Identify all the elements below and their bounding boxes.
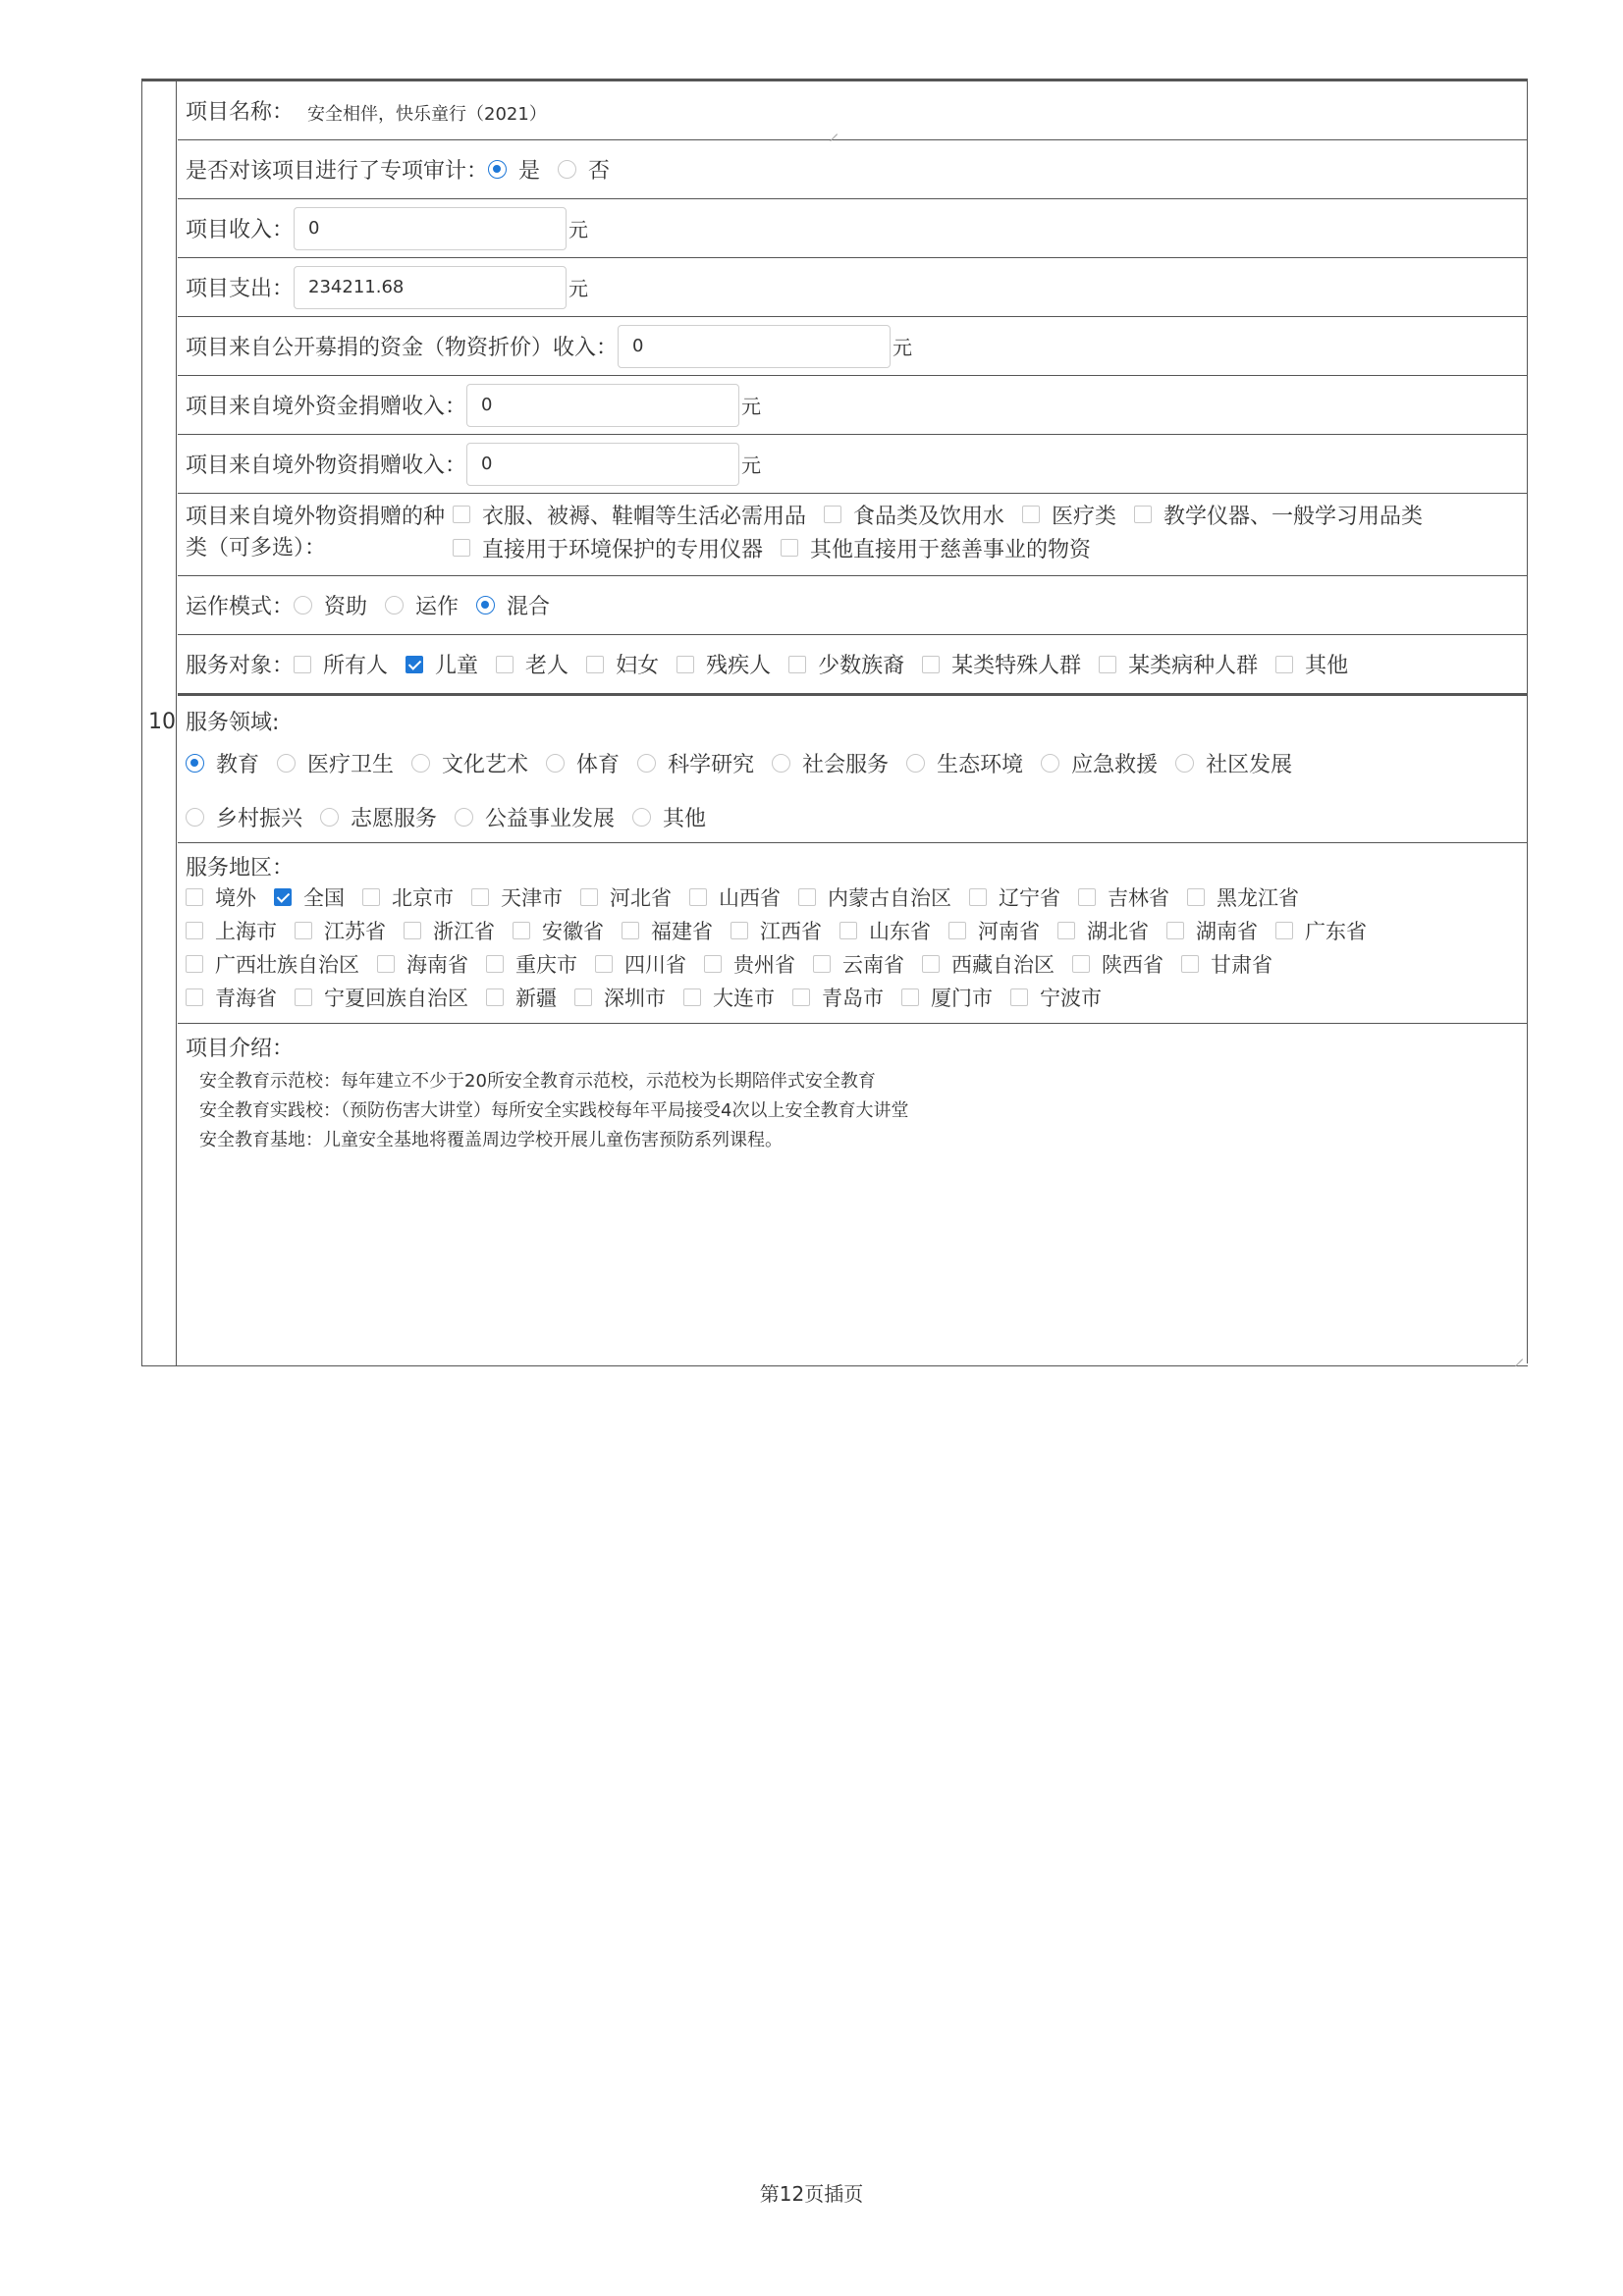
checkbox-icon[interactable]	[496, 656, 514, 673]
audit-option-yes[interactable]: 是	[488, 154, 540, 185]
region-option[interactable]: 湖南省	[1166, 916, 1258, 945]
checkbox-icon[interactable]	[186, 922, 203, 939]
checkbox-icon[interactable]	[788, 656, 806, 673]
checkbox-icon[interactable]	[839, 922, 857, 939]
checkbox-icon[interactable]	[1181, 955, 1199, 973]
checkbox-icon[interactable]	[595, 955, 613, 973]
overseas-material-input[interactable]: 0	[466, 443, 739, 486]
checkbox-icon[interactable]	[362, 888, 380, 906]
overseas-fund-unit: 元	[741, 395, 762, 418]
material-option[interactable]: 衣服、被褥、鞋帽等生活必需用品	[453, 500, 806, 530]
region-option[interactable]: 宁波市	[1010, 983, 1102, 1012]
fields-label: 服务领域:	[186, 711, 280, 735]
checkbox-icon[interactable]	[683, 988, 701, 1006]
region-option[interactable]: 新疆	[486, 983, 557, 1012]
project-name-row	[178, 81, 1528, 140]
overseas-fund-input[interactable]: 0	[466, 384, 739, 427]
region-option[interactable]: 江西省	[730, 916, 822, 945]
region-option[interactable]: 甘肃省	[1181, 949, 1272, 979]
region-option[interactable]: 上海市	[186, 916, 277, 945]
radio-icon[interactable]	[558, 160, 576, 179]
checkbox-icon[interactable]	[689, 888, 707, 906]
overseas-material-unit: 元	[741, 454, 762, 477]
overseas-material-row	[178, 435, 1528, 494]
target-option[interactable]: 所有人	[294, 649, 388, 679]
checkbox-icon[interactable]	[1072, 955, 1090, 973]
checkbox-icon[interactable]	[1134, 506, 1152, 523]
radio-icon[interactable]	[1041, 754, 1059, 773]
checkbox-icon[interactable]	[704, 955, 722, 973]
project-name-label: 项目名称：	[186, 100, 295, 125]
checkbox-icon[interactable]	[186, 955, 203, 973]
region-option[interactable]: 江苏省	[295, 916, 386, 945]
checkbox-icon[interactable]	[1275, 656, 1293, 673]
region-option[interactable]: 西藏自治区	[922, 949, 1055, 979]
targets-row	[178, 635, 1528, 696]
region-option[interactable]: 青海省	[186, 983, 277, 1012]
material-types-row	[178, 494, 1528, 576]
mode-option[interactable]: 混合	[476, 590, 550, 620]
radio-icon[interactable]	[455, 808, 473, 827]
radio-icon[interactable]	[772, 754, 790, 773]
region-option[interactable]: 广东省	[1275, 916, 1367, 945]
public-fund-input[interactable]: 0	[618, 325, 891, 368]
region-option[interactable]: 山东省	[839, 916, 931, 945]
region-option[interactable]: 河北省	[580, 882, 672, 912]
page-footer: 第12页插页	[759, 2182, 864, 2206]
radio-icon[interactable]	[411, 754, 430, 773]
field-option[interactable]: 教育	[186, 748, 259, 778]
field-option[interactable]: 生态环境	[906, 748, 1023, 778]
target-option[interactable]: 妇女	[586, 649, 659, 679]
regions-row	[178, 843, 1528, 1024]
income-unit: 元	[568, 218, 589, 241]
region-option[interactable]: 广西壮族自治区	[186, 949, 359, 979]
radio-icon[interactable]	[632, 808, 651, 827]
field-option[interactable]: 志愿服务	[320, 802, 437, 832]
income-label: 项目收入：	[186, 218, 295, 242]
region-option[interactable]: 大连市	[683, 983, 775, 1012]
checkbox-icon[interactable]	[798, 888, 816, 906]
project-name-field[interactable]: 安全相伴，快乐童行（2021）	[307, 103, 547, 125]
income-row	[178, 199, 1528, 258]
radio-checked-icon[interactable]	[488, 160, 507, 179]
checkbox-icon[interactable]	[574, 988, 592, 1006]
checkbox-icon[interactable]	[377, 955, 395, 973]
target-option[interactable]: 少数族裔	[788, 649, 904, 679]
field-option[interactable]: 医疗卫生	[277, 748, 394, 778]
checkbox-icon[interactable]	[294, 656, 311, 673]
radio-icon[interactable]	[277, 754, 296, 773]
resize-grip-icon[interactable]	[1513, 1350, 1523, 1360]
radio-icon[interactable]	[546, 754, 565, 773]
intro-row	[178, 1024, 1528, 1363]
checkbox-icon[interactable]	[453, 539, 470, 557]
radio-icon[interactable]	[320, 808, 339, 827]
checkbox-icon[interactable]	[1010, 988, 1028, 1006]
audit-row	[178, 140, 1528, 199]
field-option[interactable]: 社区发展	[1175, 748, 1292, 778]
mode-option[interactable]: 资助	[294, 590, 367, 620]
field-option[interactable]: 文化艺术	[411, 748, 528, 778]
mode-row	[178, 576, 1528, 635]
checkbox-checked-icon[interactable]	[274, 888, 292, 906]
material-option[interactable]: 教学仪器、一般学习用品类	[1134, 500, 1423, 530]
region-option[interactable]: 深圳市	[574, 983, 666, 1012]
target-option[interactable]: 其他	[1275, 649, 1348, 679]
region-option[interactable]: 陕西省	[1072, 949, 1163, 979]
checkbox-icon[interactable]	[922, 955, 940, 973]
intro-line: 安全教育示范校：每年建立不少于20所安全教育示范校，示范校为长期陪伴式安全教育	[199, 1071, 876, 1092]
region-option[interactable]: 全国	[274, 882, 345, 912]
checkbox-icon[interactable]	[1078, 888, 1096, 906]
field-option[interactable]: 其他	[632, 802, 706, 832]
field-option[interactable]: 应急救援	[1041, 748, 1158, 778]
checkbox-icon[interactable]	[1022, 506, 1040, 523]
public-fund-row	[178, 317, 1528, 376]
checkbox-checked-icon[interactable]	[406, 656, 423, 673]
target-option[interactable]: 某类特殊人群	[922, 649, 1081, 679]
region-option[interactable]: 吉林省	[1078, 882, 1169, 912]
material-option[interactable]: 直接用于环境保护的专用仪器	[453, 533, 763, 563]
region-option[interactable]: 海南省	[377, 949, 468, 979]
region-option[interactable]: 贵州省	[704, 949, 795, 979]
radio-icon[interactable]	[906, 754, 925, 773]
region-option[interactable]: 辽宁省	[969, 882, 1060, 912]
checkbox-icon[interactable]	[471, 888, 489, 906]
field-option[interactable]: 公益事业发展	[455, 802, 615, 832]
checkbox-icon[interactable]	[513, 922, 530, 939]
intro-textarea[interactable]	[199, 1067, 908, 1155]
checkbox-icon[interactable]	[824, 506, 841, 523]
checkbox-icon[interactable]	[969, 888, 987, 906]
checkbox-icon[interactable]	[622, 922, 639, 939]
region-option[interactable]: 内蒙古自治区	[798, 882, 951, 912]
checkbox-icon[interactable]	[813, 955, 831, 973]
mode-option[interactable]: 运作	[385, 590, 459, 620]
resize-grip-icon[interactable]	[828, 125, 838, 134]
region-option[interactable]: 浙江省	[404, 916, 495, 945]
intro-line: 安全教育实践校：（预防伤害大讲堂）每所安全实践校每年平局接受4次以上安全教育大讲堂	[199, 1100, 909, 1121]
region-option[interactable]: 重庆市	[486, 949, 577, 979]
checkbox-icon[interactable]	[901, 988, 919, 1006]
project-form-table	[141, 79, 1528, 1366]
region-option[interactable]: 厦门市	[901, 983, 993, 1012]
checkbox-icon[interactable]	[1166, 922, 1184, 939]
income-input[interactable]: 0	[294, 207, 567, 250]
region-option[interactable]: 宁夏回族自治区	[295, 983, 468, 1012]
region-option[interactable]: 四川省	[595, 949, 686, 979]
region-option[interactable]: 安徽省	[513, 916, 604, 945]
region-option[interactable]: 境外	[186, 882, 256, 912]
expense-input[interactable]: 234211.68	[294, 266, 567, 309]
material-option[interactable]: 医疗类	[1022, 500, 1116, 530]
overseas-fund-row	[178, 376, 1528, 435]
expense-row	[178, 258, 1528, 317]
targets-label: 服务对象：	[186, 654, 295, 678]
region-option[interactable]: 天津市	[471, 882, 563, 912]
expense-unit: 元	[568, 277, 589, 300]
overseas-material-label: 项目来自境外物资捐赠收入：	[186, 454, 467, 478]
audit-label: 是否对该项目进行了专项审计：	[186, 159, 489, 184]
mode-label: 运作模式：	[186, 595, 295, 619]
checkbox-icon[interactable]	[404, 922, 421, 939]
region-option[interactable]: 云南省	[813, 949, 904, 979]
material-types-label-line1: 项目来自境外物资捐赠的种	[186, 505, 446, 529]
region-option[interactable]: 青岛市	[792, 983, 884, 1012]
checkbox-icon[interactable]	[730, 922, 748, 939]
public-fund-label: 项目来自公开募捐的资金（物资折价）收入：	[186, 336, 619, 360]
regions-label: 服务地区：	[186, 856, 295, 881]
region-option[interactable]: 北京市	[362, 882, 454, 912]
checkbox-icon[interactable]	[486, 955, 504, 973]
checkbox-icon[interactable]	[295, 988, 312, 1006]
field-option[interactable]: 社会服务	[772, 748, 889, 778]
checkbox-icon[interactable]	[1187, 888, 1205, 906]
target-option[interactable]: 儿童	[406, 649, 478, 679]
target-option[interactable]: 残疾人	[676, 649, 771, 679]
audit-option-no[interactable]: 否	[558, 154, 610, 185]
radio-icon[interactable]	[385, 596, 404, 614]
radio-icon[interactable]	[1175, 754, 1194, 773]
overseas-fund-label: 项目来自境外资金捐赠收入：	[186, 395, 467, 419]
checkbox-icon[interactable]	[586, 656, 604, 673]
radio-checked-icon[interactable]	[186, 754, 204, 773]
checkbox-icon[interactable]	[676, 656, 694, 673]
intro-line: 安全教育基地：儿童安全基地将覆盖周边学校开展儿童伤害预防系列课程。	[199, 1130, 783, 1150]
region-option[interactable]: 黑龙江省	[1187, 882, 1299, 912]
checkbox-icon[interactable]	[186, 888, 203, 906]
radio-icon[interactable]	[294, 596, 312, 614]
checkbox-icon[interactable]	[781, 539, 798, 557]
checkbox-icon[interactable]	[295, 922, 312, 939]
checkbox-icon[interactable]	[580, 888, 598, 906]
intro-label: 项目介绍：	[186, 1037, 295, 1061]
region-option[interactable]: 河南省	[948, 916, 1040, 945]
checkbox-icon[interactable]	[948, 922, 966, 939]
checkbox-icon[interactable]	[453, 506, 470, 523]
checkbox-icon[interactable]	[1057, 922, 1075, 939]
checkbox-icon[interactable]	[1099, 656, 1116, 673]
region-option[interactable]: 山西省	[689, 882, 781, 912]
field-option[interactable]: 科学研究	[637, 748, 754, 778]
material-option[interactable]: 食品类及饮用水	[824, 500, 1004, 530]
row-index-cell	[142, 81, 177, 1365]
region-option[interactable]: 湖北省	[1057, 916, 1149, 945]
region-option[interactable]: 福建省	[622, 916, 713, 945]
checkbox-icon[interactable]	[792, 988, 810, 1006]
checkbox-icon[interactable]	[1275, 922, 1293, 939]
field-option[interactable]: 乡村振兴	[186, 802, 302, 832]
radio-checked-icon[interactable]	[476, 596, 495, 614]
fields-row	[178, 696, 1528, 843]
expense-label: 项目支出：	[186, 277, 295, 301]
checkbox-icon[interactable]	[922, 656, 940, 673]
material-types-label-line2: 类（可多选）：	[186, 536, 327, 561]
checkbox-icon[interactable]	[186, 988, 203, 1006]
radio-icon[interactable]	[186, 808, 204, 827]
target-option[interactable]: 老人	[496, 649, 568, 679]
public-fund-unit: 元	[893, 336, 913, 359]
row-index: 10	[148, 710, 176, 734]
checkbox-icon[interactable]	[486, 988, 504, 1006]
field-option[interactable]: 体育	[546, 748, 620, 778]
radio-icon[interactable]	[637, 754, 656, 773]
material-option[interactable]: 其他直接用于慈善事业的物资	[781, 533, 1091, 563]
target-option[interactable]: 某类病种人群	[1099, 649, 1258, 679]
